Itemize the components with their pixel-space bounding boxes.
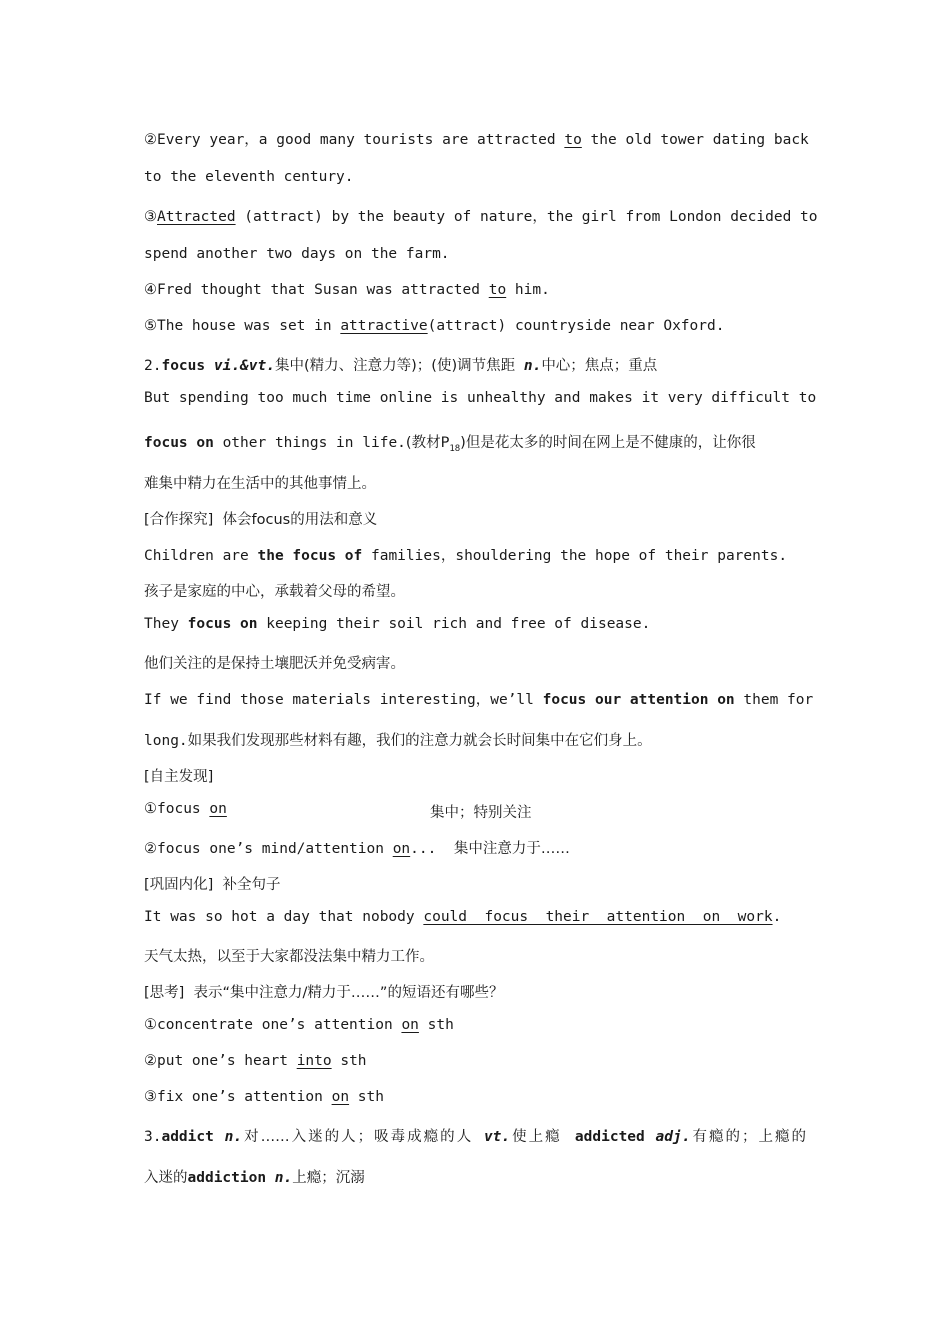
example-5: ⑤The house was set in attractive(attract) countryside near Oxford. (144, 318, 725, 334)
discover-item-2: ②focus one’s mind/attention on... 集中注意力于…… (144, 841, 570, 857)
answer-blank: into (296, 1053, 332, 1069)
fill-sentence: It was so hot a day that nobody could focus their attention on work. (144, 909, 782, 925)
addict-heading-line-2: 入迷的addiction n.上瘾；沉溺 (144, 1170, 365, 1186)
consolidate-title: [巩固内化] 补全句子 (144, 877, 281, 893)
fill-sentence-zh: 天气太热，以至于大家都没法集中精力工作。 (144, 949, 434, 965)
focus-example-1-zh: 孩子是家庭的中心，承载着父母的希望。 (144, 584, 405, 600)
focus-heading: 2.focus vi.&vt.集中(精力、注意力等)；(使)调节焦距 n.中心；焦点；重点 (144, 358, 658, 374)
think-item-2: ②put one’s heart into sth (144, 1053, 367, 1069)
answer-blank: on (331, 1089, 350, 1105)
answer-blank: to (564, 132, 582, 148)
coop-title: [合作探究] 体会focus的用法和意义 (144, 512, 378, 528)
focus-example-1: Children are the focus of families，shouldering the hope of their parents. (144, 548, 788, 564)
focus-text-line-1: But spending too much time online is unhealthy and makes it very difficult to (144, 390, 817, 406)
answer-blank: attractive (340, 318, 428, 334)
example-3-line-2: spend another two days on the farm. (144, 246, 450, 262)
focus-text-line-2: focus on other things in life.(教材$P_{18}$)但是花太多的时间在网上是不健康的，让你很 (144, 435, 756, 454)
discover-item-1: ①focus on (144, 801, 227, 817)
focus-example-3-line-1: If we find those materials interesting，we’ll focus our attention on them for (144, 692, 814, 708)
focus-example-3-line-2: long.如果我们发现那些材料有趣，我们的注意力就会长时间集中在它们身上。 (144, 733, 652, 749)
answer-blank: could focus their attention on work (423, 909, 773, 925)
example-2-line-1: ②Every year，a good many tourists are attracted to the old tower dating back (144, 132, 809, 148)
think-title: [思考] 表示“集中注意力/精力于……”的短语还有哪些？ (144, 985, 504, 1001)
answer-blank: Attracted (157, 209, 236, 225)
example-2-line-2: to the eleventh century. (144, 169, 354, 185)
example-4: ④Fred thought that Susan was attracted to him. (144, 282, 550, 298)
addict-heading-line-1: 3.addict n.对……入迷的人；吸毒成瘾的人 vt.使上瘾 addicted adj.有瘾的；上瘾的 (144, 1129, 807, 1145)
think-item-1: ①concentrate one’s attention on sth (144, 1017, 454, 1033)
answer-blank: on (392, 841, 411, 857)
focus-example-2: They focus on keeping their soil rich and free of disease. (144, 616, 651, 632)
answer-blank: to (488, 282, 507, 298)
answer-blank: on (209, 801, 227, 817)
discover-item-1-zh: 集中；特别关注 (430, 805, 532, 821)
focus-text-line-3: 难集中精力在生活中的其他事情上。 (144, 476, 376, 492)
answer-blank: on (401, 1017, 419, 1033)
focus-example-2-zh: 他们关注的是保持土壤肥沃并免受病害。 (144, 656, 405, 672)
discover-title: [自主发现] (144, 769, 214, 785)
example-3-line-1: ③Attracted (attract) by the beauty of nature，the girl from London decided to (144, 209, 818, 225)
think-item-3: ③fix one’s attention on sth (144, 1089, 384, 1105)
